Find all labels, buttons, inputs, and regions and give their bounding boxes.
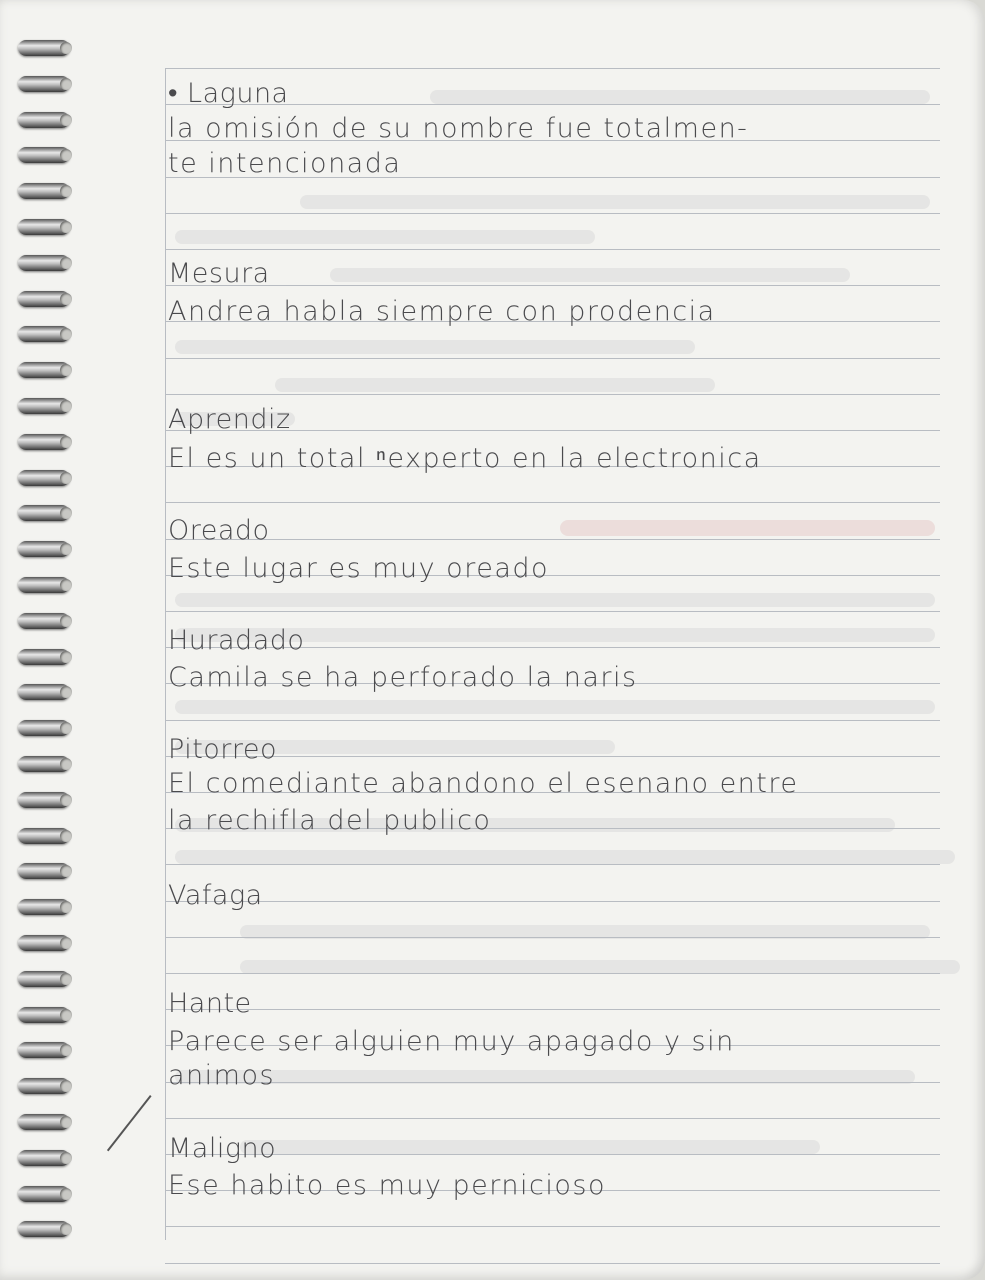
rule-line [165,1009,940,1010]
rule-line [165,285,940,286]
rule-line [165,394,940,395]
entry-term: Vafaga [168,880,263,911]
entry-term: Oreado [168,515,270,546]
entry-sentence: El es un total ⁿexperto en la electronica [168,443,762,474]
rule-line [165,1118,940,1119]
rule-line [165,1263,940,1264]
rule-line [165,249,940,250]
entry-term: Hante [168,988,252,1019]
rule-line [165,539,940,540]
entry-term: Aprendiz [168,404,291,435]
rule-line [165,611,940,612]
rule-line [165,68,940,69]
entry-term: Huradado [168,625,305,656]
rule-line [165,1082,940,1083]
entry-sentence: Este lugar es muy oreado [168,553,550,584]
entry-sentence: El comediante abandono el esenano entre [168,768,799,799]
rule-line [165,720,940,721]
entry-term: Maligno [168,1133,277,1164]
rule-line [165,937,940,938]
entry-sentence: Andrea habla siempre con prodencia [168,296,716,327]
entry-sentence: la omisión de su nombre fue totalmen- [168,113,749,144]
rule-line [165,973,940,974]
rule-line [165,502,940,503]
rule-line [165,1154,940,1155]
entry-term: Pitorreo [168,734,278,765]
entry-sentence: Parece ser alguien muy apagado y sin [168,1026,735,1057]
rule-line [165,358,940,359]
rule-line [165,213,940,214]
entry-sentence: Camila se ha perforado la naris [168,662,638,693]
entry-sentence: te intencionada [168,148,402,179]
rule-line [165,1226,940,1227]
entry-sentence: la rechifla del publico [168,805,492,836]
rule-line [165,901,940,902]
entry-sentence: Ese habito es muy pernicioso [168,1170,606,1201]
rule-line [165,864,940,865]
entry-term: • Laguna [168,78,289,109]
rule-line [165,756,940,757]
entry-term: Mesura [168,258,270,289]
entry-sentence: animos [168,1060,276,1091]
margin-line [165,68,166,1240]
